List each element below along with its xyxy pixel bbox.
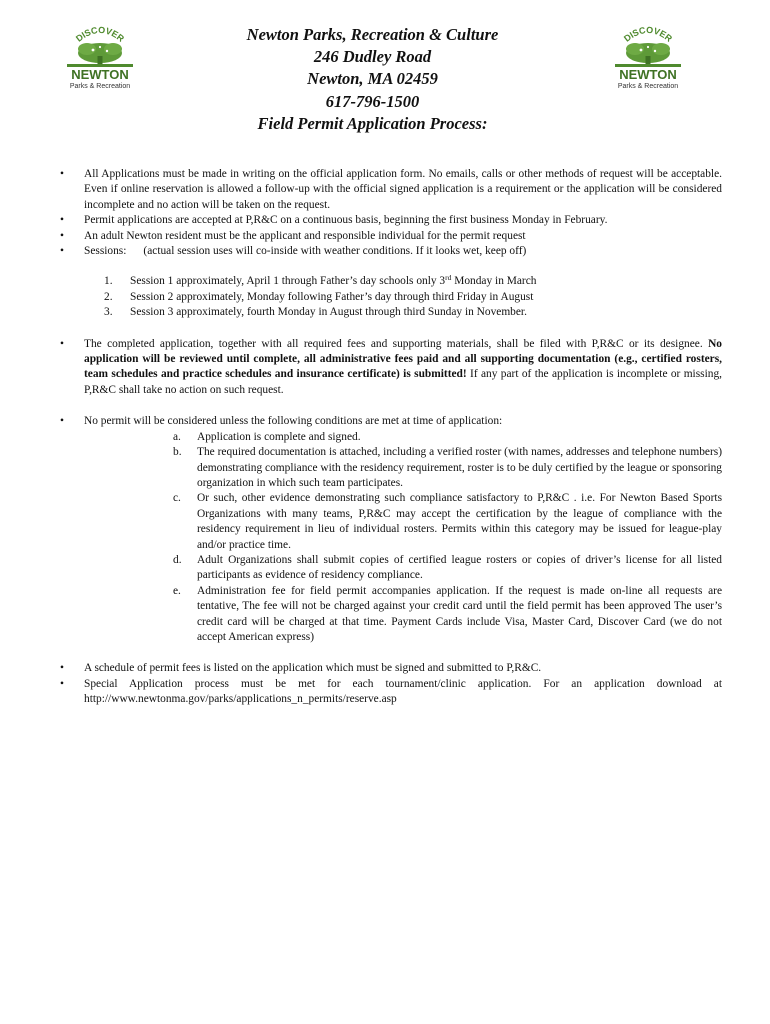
ordinal-suffix: rd — [445, 273, 452, 283]
session-text: Session 3 approximately, fourth Monday in August through third Sunday in November. — [130, 306, 527, 319]
bullet-text: An adult Newton resident must be the applicant and responsible individual for the permit request — [84, 229, 526, 242]
condition-text: Administration fee for field permit accompanies application. If the request is made on-line all requests are tentative, The fee will not be charged against your credit card until the field permit has been approved The user’s credit card will be charged at that time. Payment Cards include Visa, Master Card, Discover Card (we do not accept American express) — [197, 584, 722, 643]
logo-main-text: NEWTON — [71, 67, 129, 82]
completed-text-end: If any part of the application is incomplete or missing, P,R&C shall take no action on such request. — [84, 368, 722, 396]
org-name: Newton Parks, Recreation & Culture — [246, 25, 499, 44]
condition-item — [173, 584, 722, 646]
session-number: 2. — [104, 290, 113, 303]
bullet-icon: • — [60, 415, 64, 428]
logo-top-text: DISCOVER — [73, 24, 127, 44]
bullet-text: All Applications must be made in writing on the official application form. No emails, calls or other methods of request will be acceptable. Even if online reservation is allowed a follow-up with the official signed application is a requirement or the application will be considered incomplete and no action will be taken on the request. — [84, 168, 722, 211]
condition-text: Application is complete and signed. — [197, 430, 361, 443]
condition-text: The required documentation is attached, including a verified roster (with names, addresses and telephone numbers) demonstrating compliance with the residency requirement, roster is to be duly certified by the league or sponsoring organization in which such team participates. — [197, 446, 722, 489]
bullet-item — [60, 229, 722, 244]
bullet-item — [60, 213, 722, 228]
condition-letter: b. — [173, 446, 182, 459]
completed-bold-warning: No application will be reviewed until complete, all administrative fees paid and all supporting documentation (e.g., certified rosters, team schedules and practice schedules and insurance certificate) is submitted! — [84, 337, 722, 381]
bullet-text: Permit applications are accepted at P,R&C on a continuous basis, beginning the first business Monday in February. — [84, 214, 608, 227]
bullet-icon: • — [60, 677, 64, 690]
condition-item — [173, 430, 722, 445]
logo-sub-text: Parks & Recreation — [69, 83, 131, 90]
svg-text:DISCOVER — [74, 25, 127, 44]
svg-text:DISCOVER — [622, 25, 675, 44]
document-header — [190, 24, 555, 135]
condition-letter: d. — [173, 553, 182, 566]
session-item — [104, 290, 722, 305]
street-address: 246 Dudley Road — [313, 47, 432, 67]
condition-item — [173, 553, 722, 584]
conditions-intro: No permit will be considered unless the following conditions are met at time of application: — [84, 415, 503, 428]
logo-sub-text: Parks & Recreation — [617, 83, 679, 90]
bullet-icon: • — [60, 337, 64, 350]
bullet-item-fee-schedule — [60, 661, 722, 676]
city-state-zip: Newton, MA 02459 — [307, 69, 438, 89]
session-number: 1. — [104, 275, 113, 288]
session-text: Session 1 approximately, April 1 through Father’s day schools only 3 — [130, 275, 446, 288]
bullet-icon: • — [60, 245, 64, 258]
condition-item — [173, 445, 722, 491]
tree-icon — [615, 43, 681, 67]
condition-text: Adult Organizations shall submit copies of certified league rosters or copies of driver’s license for all listed participants as evidence of residency compliance. — [197, 553, 722, 582]
condition-letter: a. — [173, 430, 181, 443]
bullet-item-completed-application — [60, 337, 722, 399]
sessions-list — [104, 274, 722, 320]
condition-letter: e. — [173, 584, 181, 597]
session-number: 3. — [104, 306, 113, 319]
bullet-item-special-application — [60, 677, 722, 708]
logo-main-text: NEWTON — [619, 67, 677, 82]
sessions-label: Sessions: — [84, 245, 127, 258]
condition-text: Or such, other evidence demonstrating such compliance satisfactory to P,R&C . i.e. For Newton Based Sports Organizations with many teams, P,R&C may accept the certification by the league of compliance with the residency requirement in lieu of individual rosters. Permits within this category may be issued for league-play and/or practice time. — [197, 492, 722, 551]
session-text-end: Monday in March — [451, 275, 537, 288]
document-body — [60, 167, 722, 708]
condition-letter: c. — [173, 492, 181, 505]
bullet-icon: • — [60, 662, 64, 675]
phone-number: 617-796-1500 — [325, 91, 420, 111]
bullet-icon: • — [60, 229, 64, 242]
bullet-text: Special Application process must be met for each tournament/clinic application. For an application download at http://www.newtonma.gov/parks/applications_n_permits/reserve.asp — [84, 677, 722, 706]
newton-logo-left — [63, 22, 137, 90]
condition-item — [173, 491, 722, 553]
completed-text: The completed application, together with all required fees and supporting materials, shall be filed with P,R&C or its designee. — [84, 337, 709, 350]
session-item — [104, 305, 722, 320]
document-title: Field Permit Application Process: — [257, 113, 488, 133]
conditions-list — [173, 430, 722, 646]
sessions-note: (actual session uses will co-inside with weather conditions. If it looks wet, keep off) — [143, 245, 527, 258]
bullet-icon: • — [60, 214, 64, 227]
bullet-icon: • — [60, 168, 64, 180]
newton-logo-right — [611, 22, 685, 90]
bullet-item — [60, 167, 722, 213]
logo-top-text: DISCOVER — [621, 24, 675, 44]
bullet-item-conditions — [60, 414, 722, 429]
session-item — [104, 274, 722, 289]
tree-icon — [67, 43, 133, 67]
bullet-item-sessions — [60, 244, 722, 259]
bullet-text: A schedule of permit fees is listed on the application which must be signed and submitted to P,R&C. — [84, 662, 542, 675]
session-text: Session 2 approximately, Monday following Father’s day through third Friday in August — [130, 290, 534, 303]
